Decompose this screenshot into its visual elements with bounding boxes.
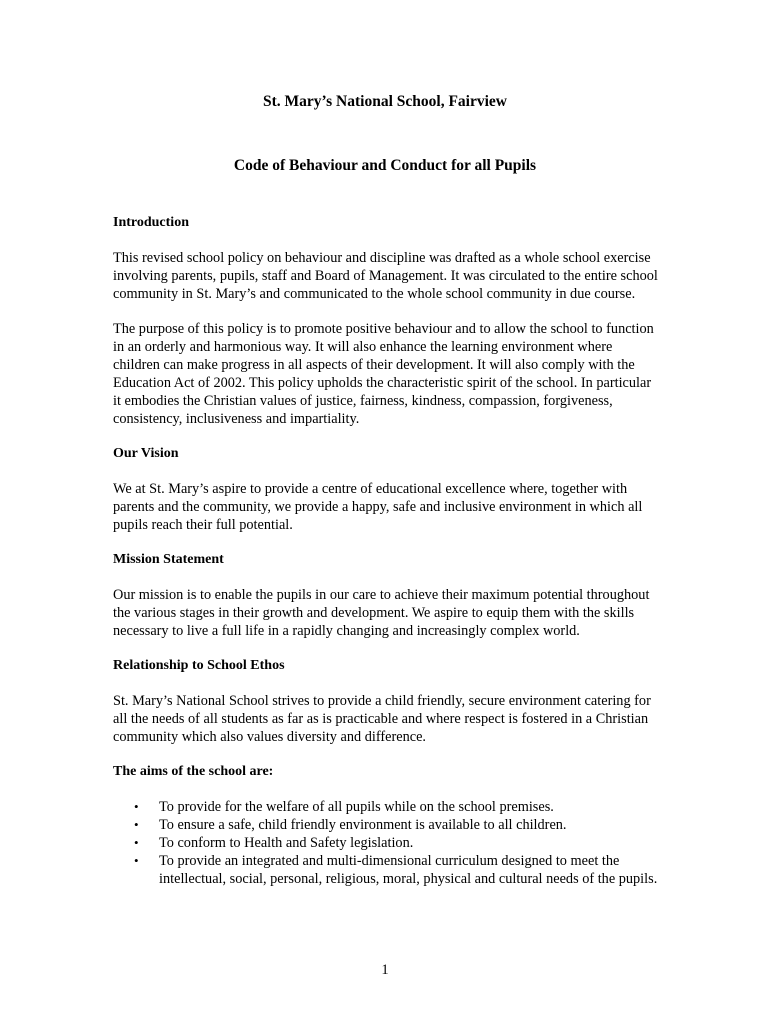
vision-paragraph: We at St. Mary’s aspire to provide a centre of educational excellence where, together with parents and the community, we provide a happy, safe and inclusive environment in which all pupils reach their full potential. <box>113 481 643 533</box>
aims-list <box>113 798 658 888</box>
ethos-heading: Relationship to School Ethos <box>113 658 285 673</box>
mission-section <box>113 551 658 640</box>
aims-section <box>113 763 658 888</box>
ethos-paragraph: St. Mary’s National School strives to provide a child friendly, secure environment catering for all the needs of all students as far as is practicable and where respect is fostered in a Christian community which also values diversity and difference. <box>113 693 651 745</box>
aim-text: To provide an integrated and multi-dimensional curriculum designed to meet the intellectual, social, personal, religious, moral, physical and cultural needs of the pupils. <box>159 853 658 887</box>
policy-title: Code of Behaviour and Conduct for all Pupils <box>233 157 537 174</box>
list-item <box>134 798 658 816</box>
introduction-paragraph-2: The purpose of this policy is to promote positive behaviour and to allow the school to function in an orderly and harmonious way. It will also enhance the learning environment where children can make progress in all aspects of their development. It will also comply with the Education Act of 2002. This policy upholds the characteristic spirit of the school. In particular it embodies the Christian values of justice, fairness, kindness, compassion, forgiveness, consistency, inclusiveness and impartiality. <box>113 321 654 427</box>
introduction-paragraph-1: This revised school policy on behaviour and discipline was drafted as a whole school exercise involving parents, pupils, staff and Board of Management. It was circulated to the entire school community in St. Mary’s and communicated to the whole school community in due course. <box>113 250 658 302</box>
introduction-heading: Introduction <box>113 215 189 230</box>
bullet-icon: • <box>134 817 139 832</box>
document-body <box>113 214 658 888</box>
introduction-section <box>113 214 658 428</box>
mission-paragraph: Our mission is to enable the pupils in our care to achieve their maximum potential throughout the various stages in their growth and development. We aspire to equip them with the skills necessary to live a full life in a rapidly changing and increasingly complex world. <box>113 587 650 639</box>
list-item <box>134 816 658 834</box>
aims-heading: The aims of the school are: <box>113 764 274 779</box>
ethos-section <box>113 657 658 746</box>
bullet-icon: • <box>134 835 139 850</box>
list-item <box>134 852 658 888</box>
aim-text: To ensure a safe, child friendly environment is available to all children. <box>159 817 567 833</box>
vision-section <box>113 445 658 534</box>
page-number: 1 <box>381 962 389 978</box>
school-name: St. Mary’s National School, Fairview <box>263 93 507 110</box>
vision-heading: Our Vision <box>113 446 179 461</box>
list-item <box>134 834 658 852</box>
bullet-icon: • <box>134 853 139 868</box>
aim-text: To provide for the welfare of all pupils while on the school premises. <box>159 799 554 815</box>
bullet-icon: • <box>134 799 139 814</box>
aim-text: To conform to Health and Safety legislation. <box>159 835 414 851</box>
mission-heading: Mission Statement <box>113 552 224 567</box>
